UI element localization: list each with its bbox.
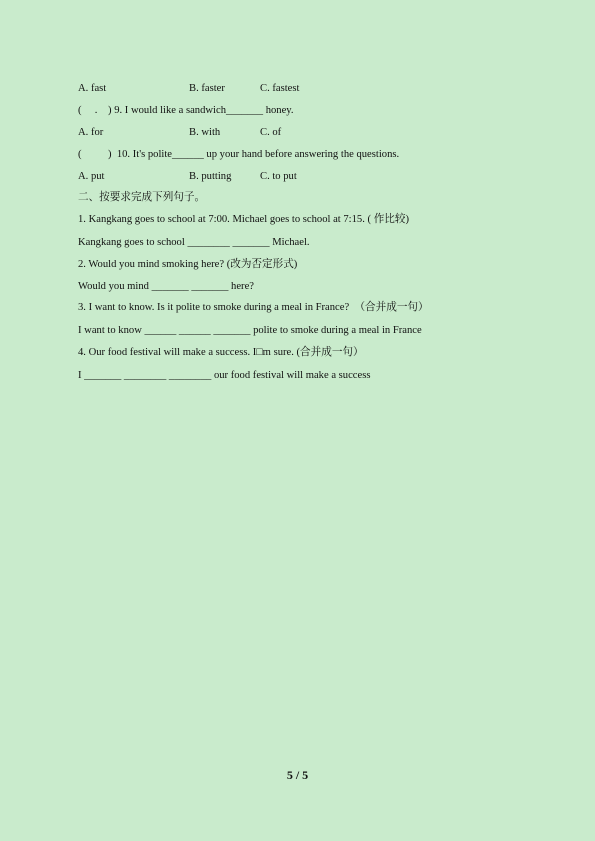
q10-option-c: C. to put (260, 171, 297, 182)
sentence-3-question: 3. I want to know. Is it polite to smoke during a meal in France? （合并成一句） (78, 302, 429, 313)
sentence-2-answer: Would you mind _______ _______ here? (78, 281, 254, 292)
sentence-3-answer: I want to know ______ ______ _______ polite to smoke during a meal in France (78, 325, 422, 336)
q8-option-c: C. fastest (260, 83, 300, 94)
q9-option-a: A. for (78, 127, 104, 138)
sentence-1-answer: Kangkang goes to school ________ _______ Michael. (78, 237, 310, 248)
sentence-2-question: 2. Would you mind smoking here? (改为否定形式) (78, 259, 298, 270)
sentence-4-answer: I _______ ________ ________ our food festival will make a success (78, 370, 371, 381)
q9-option-c: C. of (260, 127, 282, 138)
q10-option-a: A. put (78, 171, 105, 182)
q10-option-b: B. putting (189, 171, 232, 182)
q9-option-b: B. with (189, 127, 221, 138)
q8-option-a: A. fast (78, 83, 107, 94)
section-2-heading: 二、按要求完成下列句子。 (78, 192, 206, 203)
sentence-1-question: 1. Kangkang goes to school at 7:00. Michael goes to school at 7:15. ( 作比较) (78, 214, 409, 225)
page-number: 5 / 5 (286, 768, 309, 782)
q8-option-b: B. faster (189, 83, 225, 94)
question-10: ( ) 10. It's polite______ up your hand before answering the questions. (78, 149, 400, 160)
sentence-4-question: 4. Our food festival will make a success. I□m sure. (合并成一句） (78, 347, 364, 358)
question-9: ( . ) 9. I would like a sandwich_______ honey. (78, 105, 294, 116)
